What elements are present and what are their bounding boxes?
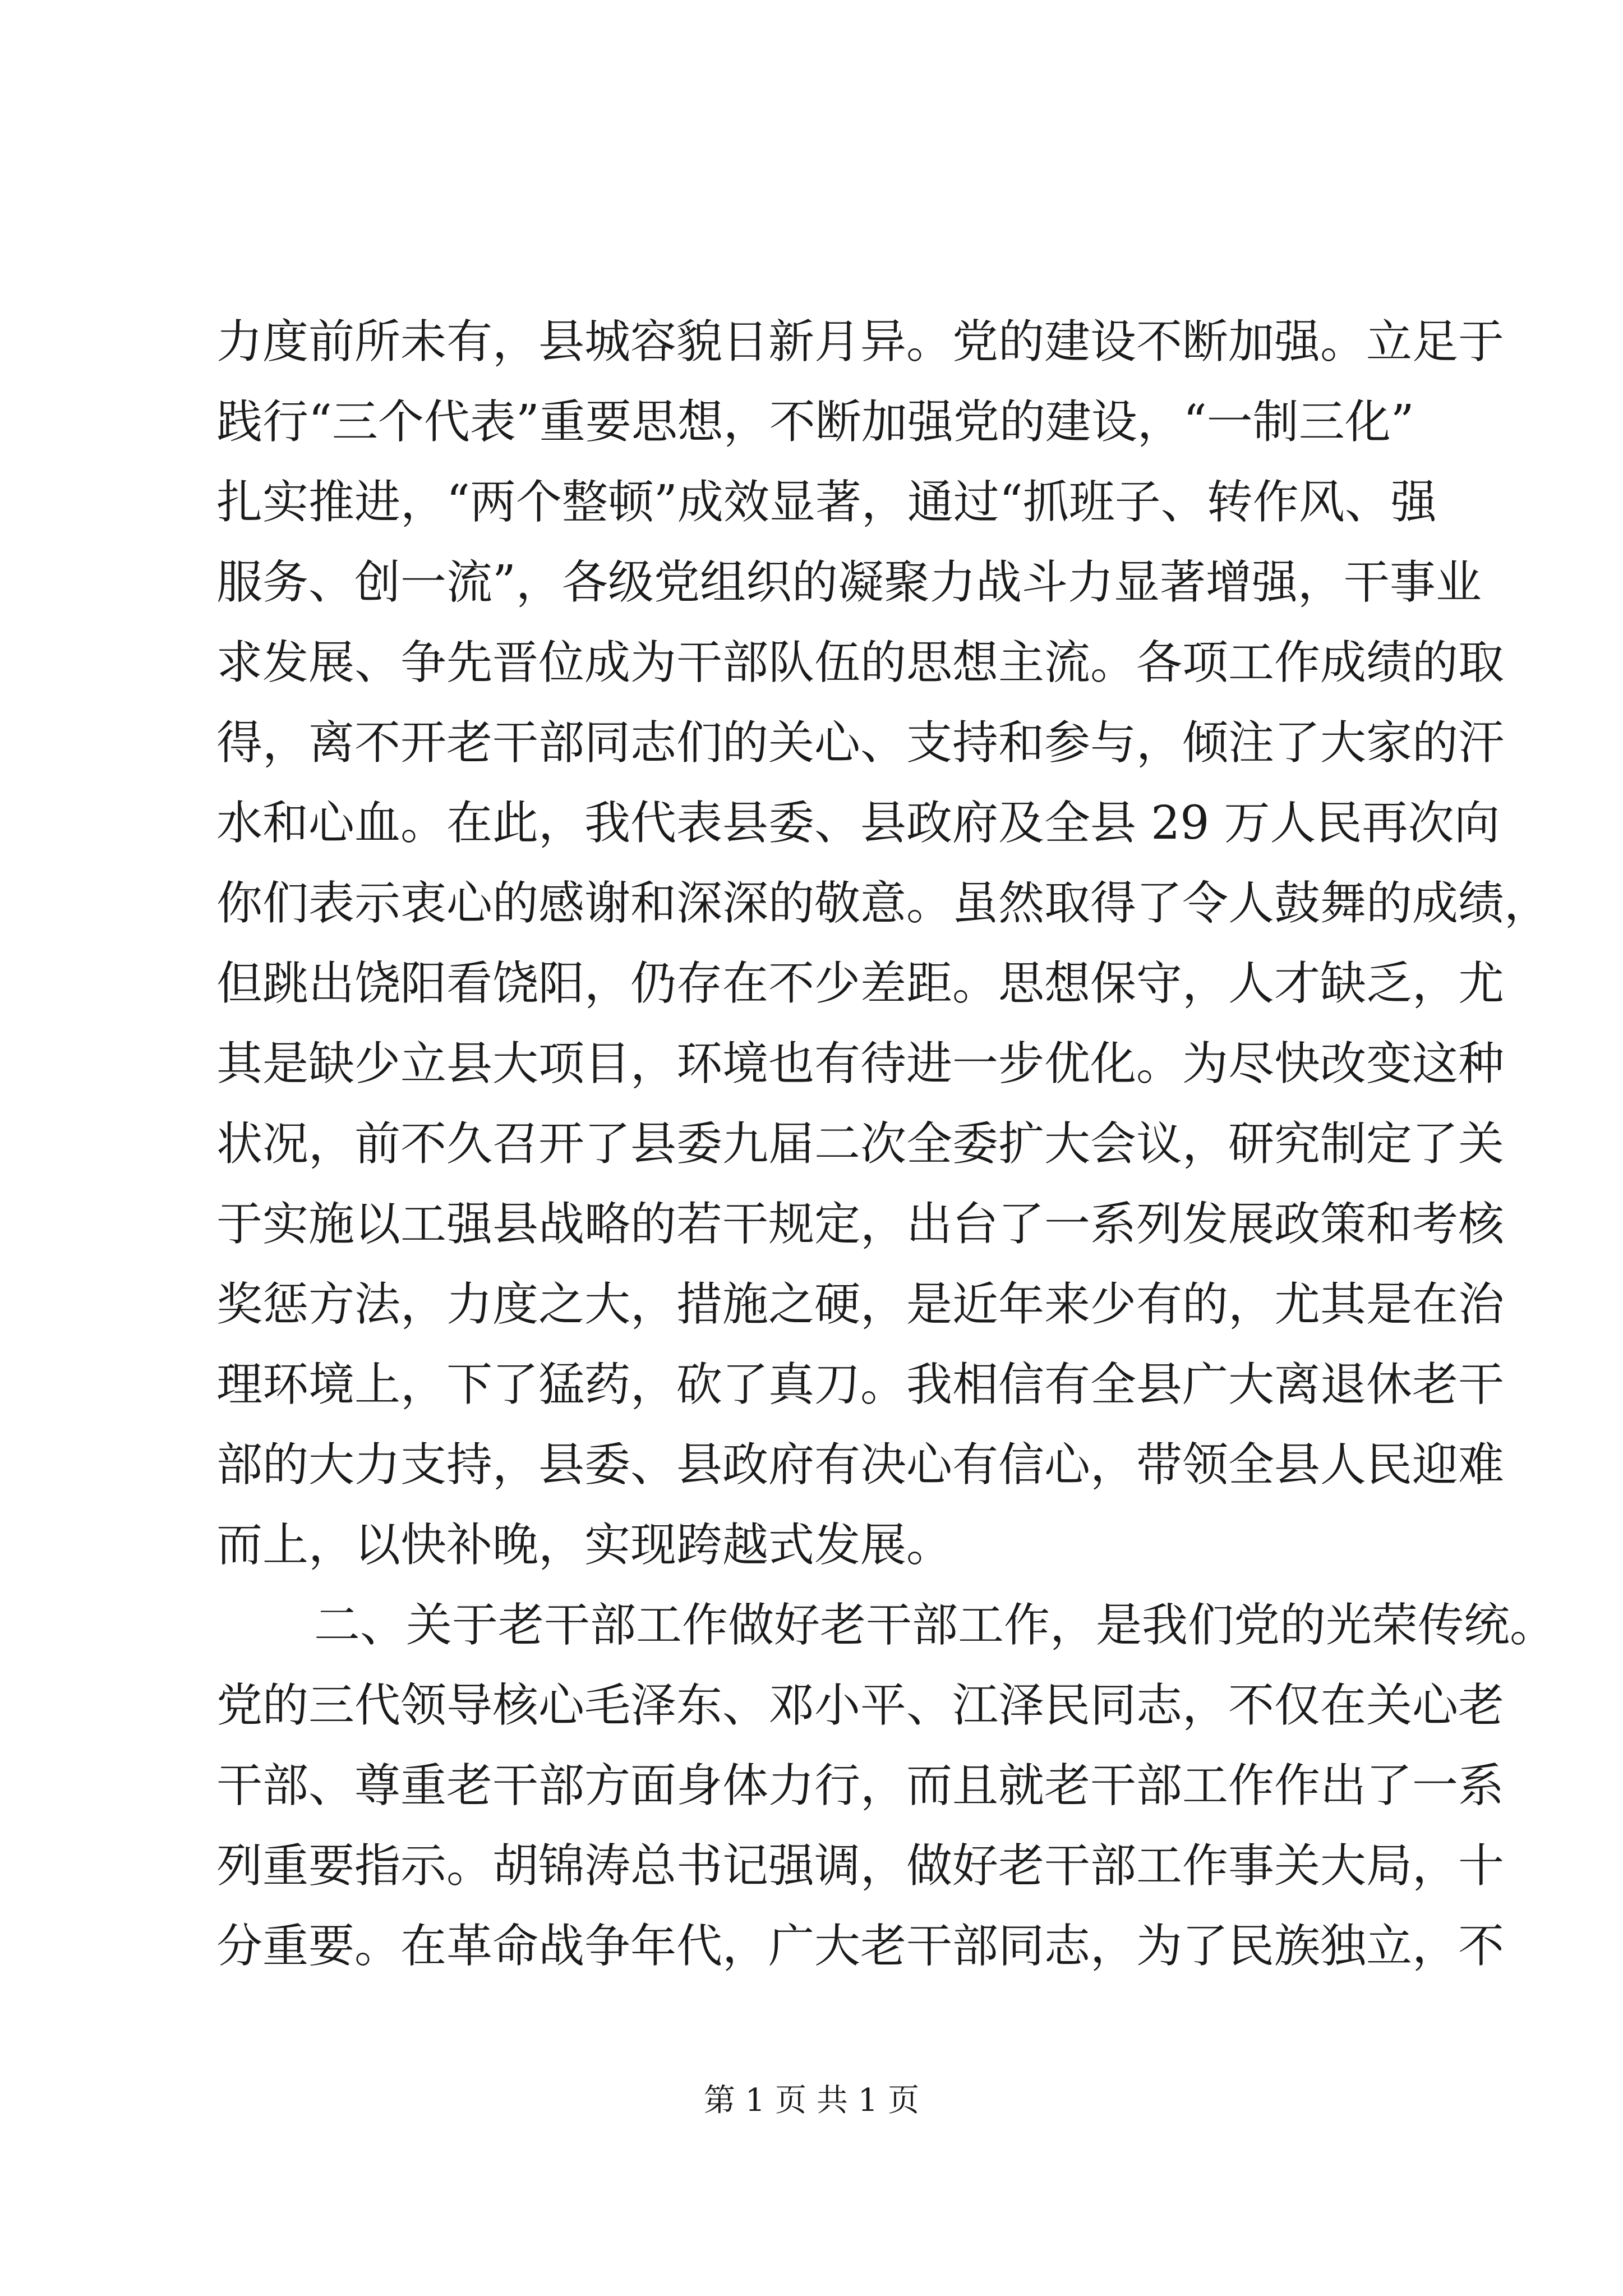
text-line: 列重要指示。胡锦涛总书记强调，做好老干部工作事关大局，十: [216, 1839, 1505, 1893]
text-line: 于实施以工强县战略的若干规定，出台了一系列发展政策和考核: [216, 1198, 1505, 1251]
text-line: 力度前所未有，县城容貌日新月异。党的建设不断加强。立足于: [216, 315, 1505, 369]
text-line: 而上，以快补晚，实现跨越式发展。: [216, 1519, 953, 1572]
text-line: 干部、尊重老干部方面身体力行，而且就老干部工作作出了一系: [216, 1759, 1505, 1812]
text-line: 扎实推进，“两个整顿”成效显著，通过“抓班子、转作风、强: [216, 476, 1437, 529]
text-line: 水和心血。在此，我代表县委、县政府及全县 29 万人民再次向: [216, 797, 1500, 850]
text-line: 状况，前不久召开了县委九届二次全委扩大会议，研究制定了关: [216, 1117, 1505, 1171]
text-line: 分重要。在革命战争年代，广大老干部同志，为了民族独立，不: [216, 1920, 1505, 1973]
text-line: 你们表示衷心的感谢和深深的敬意。虽然取得了令人鼓舞的成绩，: [216, 877, 1551, 930]
text-line: 部的大力支持，县委、县政府有决心有信心，带领全县人民迎难: [216, 1438, 1505, 1492]
text-line: 党的三代领导核心毛泽东、邓小平、江泽民同志，不仅在关心老: [216, 1679, 1505, 1732]
text-line: 但跳出饶阳看饶阳，仍存在不少差距。思想保守，人才缺乏，尤: [216, 957, 1505, 1010]
text-line: 奖惩方法，力度之大，措施之硬，是近年来少有的，尤其是在治: [216, 1278, 1505, 1331]
text-line: 其是缺少立县大项目，环境也有待进一步优化。为尽快改变这种: [216, 1037, 1505, 1091]
text-line: 理环境上，下了猛药，砍了真刀。我相信有全县广大离退休老干: [216, 1358, 1505, 1411]
text-line: 得，离不开老干部同志们的关心、支持和参与，倾注了大家的汗: [216, 716, 1505, 770]
page-number-footer: 第 1 页 共 1 页: [703, 2082, 920, 2119]
text-line: 服务、创一流”，各级党组织的凝聚力战斗力显著增强，干事业: [216, 556, 1482, 609]
section-heading-line: 二、关于老干部工作做好老干部工作，是我们党的光荣传统。: [314, 1599, 1556, 1652]
text-line: 践行“三个代表”重要思想，不断加强党的建设，“一制三化”: [216, 395, 1414, 449]
text-line: 求发展、争先晋位成为干部队伍的思想主流。各项工作成绩的取: [216, 636, 1505, 689]
